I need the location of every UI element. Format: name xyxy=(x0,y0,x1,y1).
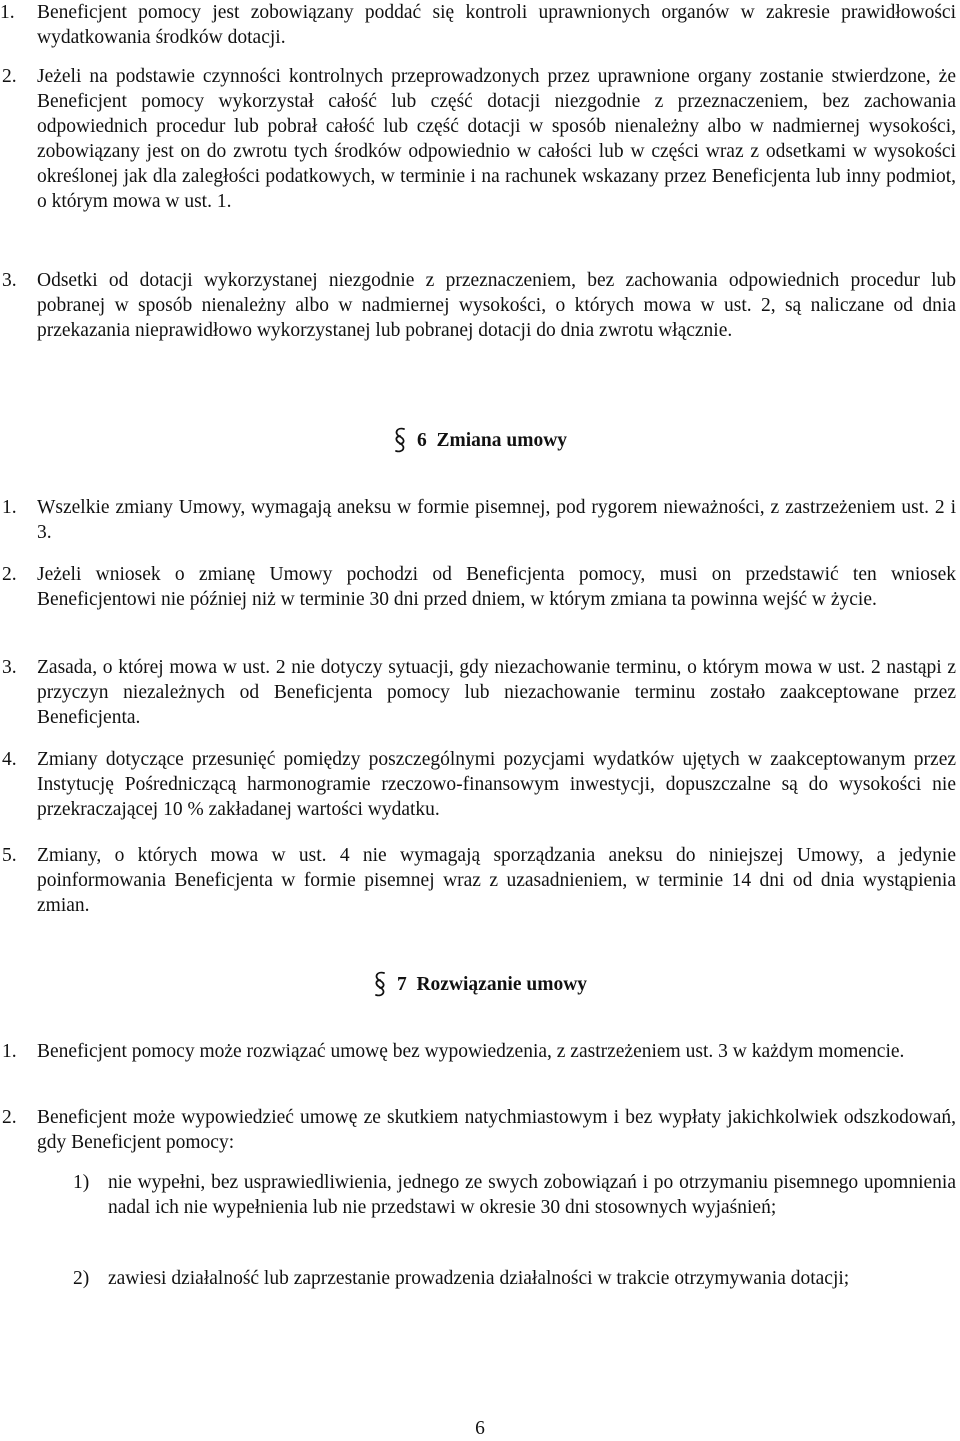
section6-item-2 xyxy=(0,562,960,612)
section6-item-4 xyxy=(0,747,960,822)
section-number: 7 xyxy=(396,974,407,995)
subitem-text: zawiesi działalność lub zaprzestanie prowadzenia działalności w trakcie otrzymywania dotacji; xyxy=(108,1268,850,1289)
section5-item-1 xyxy=(0,0,960,50)
item-number: 2. xyxy=(2,564,17,585)
section6-item-5 xyxy=(0,843,960,918)
item-text: Wszelkie zmiany Umowy, wymagają aneksu w formie pisemnej, pod rygorem nieważności, z zastrzeżeniem ust. 2 i 3. xyxy=(37,497,956,543)
section5-item-3 xyxy=(0,268,960,343)
section6-heading xyxy=(0,427,960,453)
item-text: Odsetki od dotacji wykorzystanej niezgodnie z przeznaczeniem, bez zachowania odpowiednich procedur lub pobranej w sposób nienależny albo w nadmiernej wysokości, o których mowa w ust. 2, są naliczane od dnia przekazania nieprawidłowo wykorzystanej lub pobranej dotacji do dnia zwrotu włącznie. xyxy=(37,270,956,341)
subitem-text: nie wypełni, bez usprawiedliwienia, jednego ze swych zobowiązań i po otrzymaniu pisemnego upomnienia nadal ich nie wypełnienia lub nie przedstawi w okresie 30 dni stosownych wyjaśnień; xyxy=(108,1172,956,1218)
item-text: Beneficjent pomocy jest zobowiązany poddać się kontroli uprawnionych organów w zakresie prawidłowości wydatkowania środków dotacji. xyxy=(37,2,956,48)
section-title: Rozwiązanie umowy xyxy=(416,974,588,995)
section-number: 6 xyxy=(416,430,427,451)
section7-item-2 xyxy=(0,1105,960,1155)
section-sign-icon xyxy=(393,427,407,453)
item-number: 5. xyxy=(2,845,17,866)
item-text: Jeżeli na podstawie czynności kontrolnych przeprowadzonych przez uprawnione organy zostanie stwierdzone, że Beneficjent pomocy wykorzystał całość lub część dotacji niezgodnie z przeznaczeniem, bez zachowania odpowiednich procedur lub pobrał całość lub część dotacji w sposób nienależny albo w nadmiernej wysokości, zobowiązany jest on do zwrotu tych środków odpowiednio w całości lub w części wraz z odsetkami w wysokości określonej jak dla zaległości podatkowych, w terminie i na rachunek wskazany przez Beneficjenta lub inny podmiot, o którym mowa w ust. 1. xyxy=(37,66,956,212)
item-number: 1. xyxy=(2,1041,17,1062)
page-number: 6 xyxy=(475,1418,485,1439)
item-text: Zasada, o której mowa w ust. 2 nie dotyczy sytuacji, gdy niezachowanie terminu, o którym mowa w ust. 2 nastąpi z przyczyn niezależnych od Beneficjenta pomocy lub niezachowanie terminu zostało zaakceptowane przez Beneficjenta. xyxy=(37,657,956,728)
subitem-number: 2) xyxy=(73,1268,90,1289)
item-text: Beneficjent pomocy może rozwiązać umowę bez wypowiedzenia, z zastrzeżeniem ust. 3 w każdym momencie. xyxy=(37,1041,905,1062)
section7-heading xyxy=(0,971,960,997)
section6-item-1 xyxy=(0,495,960,545)
item-text: Jeżeli wniosek o zmianę Umowy pochodzi od Beneficjenta pomocy, musi on przedstawić ten wniosek Beneficjentowi nie później niż w terminie 30 dni przed dniem, w którym zmiana ta powinna wejść w życie. xyxy=(37,564,956,610)
section7-subitem-1 xyxy=(0,1170,960,1220)
subitem-number: 1) xyxy=(73,1172,90,1193)
item-number: 2. xyxy=(2,66,17,87)
section5-item-2 xyxy=(0,64,960,214)
item-number: 3. xyxy=(2,270,17,291)
section6-item-3 xyxy=(0,655,960,730)
item-number: 3. xyxy=(2,657,17,678)
section7-item-1 xyxy=(0,1039,960,1064)
item-text: Zmiany, o których mowa w ust. 4 nie wymagają sporządzania aneksu do niniejszej Umowy, a jedynie poinformowania Beneficjenta w formie pisemnej wraz z uzasadnieniem, w terminie 14 dni od dnia wystąpienia zmian. xyxy=(37,845,956,916)
item-text: Beneficjent może wypowiedzieć umowę ze skutkiem natychmiastowym i bez wypłaty jakichkolwiek odszkodowań, gdy Beneficjent pomocy: xyxy=(37,1107,956,1153)
item-number: 4. xyxy=(2,749,17,770)
item-number: 1. xyxy=(2,497,17,518)
section-title: Zmiana umowy xyxy=(436,430,568,451)
item-number: 2. xyxy=(2,1107,17,1128)
section7-subitem-2 xyxy=(0,1266,960,1291)
section-sign-icon xyxy=(373,971,387,997)
item-number: 1. xyxy=(0,2,15,23)
item-text: Zmiany dotyczące przesunięć pomiędzy poszczególnymi pozycjami wydatków ujętych w zaakceptowanym przez Instytucję Pośredniczącą harmonogramie rzeczowo-finansowym inwestycji, dopuszczalne są do wysokości nie przekraczającej 10 % zakładanej wartości wydatku. xyxy=(37,749,956,820)
